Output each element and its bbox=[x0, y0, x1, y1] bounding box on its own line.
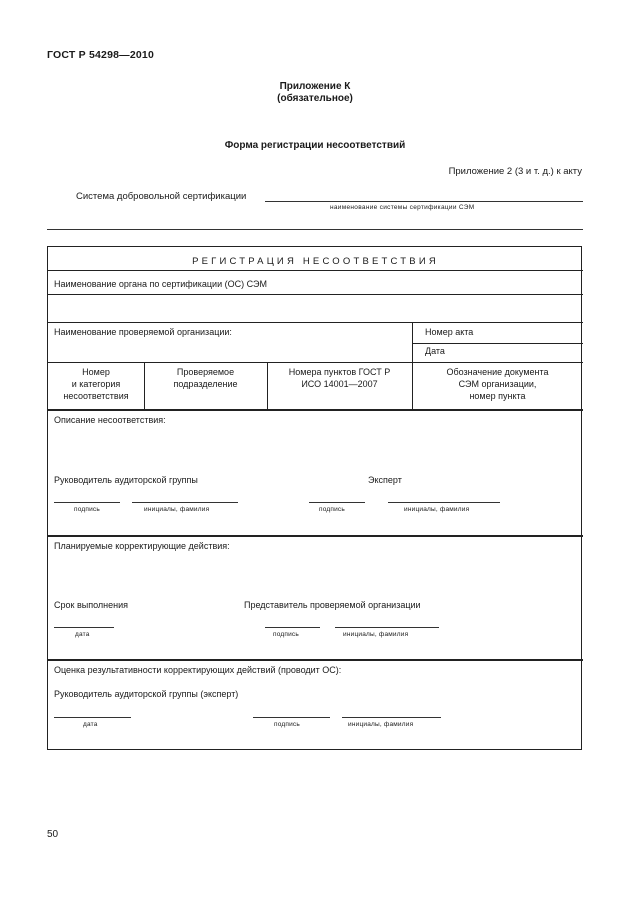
caption-signature: подпись bbox=[274, 721, 300, 728]
divider bbox=[48, 659, 583, 661]
caption-initials: инициалы, фамилия bbox=[348, 721, 414, 728]
caption-initials: инициалы, фамилия bbox=[404, 506, 470, 513]
evaluation-date-field[interactable] bbox=[54, 717, 131, 718]
certification-system-label: Система добровольной сертификации bbox=[76, 191, 247, 202]
divider bbox=[48, 362, 583, 363]
audit-lead-label: Руководитель аудиторской группы bbox=[54, 475, 198, 485]
corrective-actions-label: Планируемые корректирующие действия: bbox=[54, 541, 230, 551]
act-number-label: Номер акта bbox=[425, 327, 474, 337]
certification-system-caption: наименование системы сертификации СЭМ bbox=[330, 204, 475, 211]
evaluation-name-field[interactable] bbox=[342, 717, 441, 718]
caption-initials: инициалы, фамилия bbox=[144, 506, 210, 513]
cert-body-field[interactable] bbox=[48, 295, 583, 322]
caption-date: дата bbox=[83, 721, 98, 728]
evaluation-signature-field[interactable] bbox=[253, 717, 330, 718]
deadline-label: Срок выполнения bbox=[54, 600, 128, 610]
expert-name-field[interactable] bbox=[388, 502, 500, 503]
column-header-document: Обозначение документа СЭМ организации, номер пункта bbox=[446, 367, 549, 401]
cert-body-label: Наименование органа по сертификации (ОС) СЭМ bbox=[54, 279, 267, 289]
column-header-clauses: Номера пунктов ГОСТ Р ИСО 14001—2007 bbox=[288, 367, 391, 389]
caption-initials: инициалы, фамилия bbox=[343, 631, 409, 638]
annex-subtitle: (обязательное) bbox=[277, 93, 353, 104]
divider bbox=[48, 270, 583, 271]
annex-title: Приложение К bbox=[279, 81, 351, 92]
evaluation-label: Оценка результативности корректирующих действий (проводит ОС): bbox=[54, 665, 342, 675]
divider bbox=[48, 409, 583, 411]
column-header-unit: Проверяемое подразделение bbox=[173, 367, 238, 389]
description-label: Описание несоответствия: bbox=[54, 415, 166, 425]
corrective-actions-field[interactable] bbox=[48, 553, 583, 597]
evaluation-lead-label: Руководитель аудиторской группы (эксперт) bbox=[54, 689, 239, 699]
caption-date: дата bbox=[75, 631, 90, 638]
document-code: ГОСТ Р 54298—2010 bbox=[47, 49, 155, 61]
audit-lead-name-field[interactable] bbox=[132, 502, 238, 503]
expert-signature-field[interactable] bbox=[309, 502, 365, 503]
registration-form bbox=[47, 246, 582, 750]
org-name-label: Наименование проверяемой организации: bbox=[54, 327, 232, 337]
representative-name-field[interactable] bbox=[335, 627, 439, 628]
blank-line[interactable] bbox=[47, 229, 583, 230]
representative-signature-field[interactable] bbox=[265, 627, 320, 628]
expert-label: Эксперт bbox=[368, 475, 402, 485]
certification-system-field[interactable] bbox=[265, 201, 583, 202]
divider bbox=[48, 322, 583, 323]
representative-label: Представитель проверяемой организации bbox=[244, 600, 421, 610]
page-number: 50 bbox=[47, 829, 59, 840]
divider bbox=[412, 343, 583, 344]
annex-heading bbox=[0, 81, 630, 105]
caption-signature: подпись bbox=[319, 506, 345, 513]
caption-signature: подпись bbox=[74, 506, 100, 513]
date-label: Дата bbox=[425, 346, 445, 356]
divider bbox=[48, 535, 583, 537]
audit-lead-signature-field[interactable] bbox=[54, 502, 120, 503]
column-header-number: Номер и категория несоответствия bbox=[63, 367, 129, 401]
deadline-date-field[interactable] bbox=[54, 627, 114, 628]
form-title: Форма регистрации несоответствий bbox=[224, 140, 406, 151]
description-field[interactable] bbox=[48, 427, 583, 472]
divider bbox=[412, 322, 413, 362]
caption-signature: подпись bbox=[273, 631, 299, 638]
act-reference: Приложение 2 (3 и т. д.) к акту bbox=[448, 166, 582, 177]
registration-title: РЕГИСТРАЦИЯ НЕСООТВЕТСТВИЯ bbox=[192, 256, 439, 267]
